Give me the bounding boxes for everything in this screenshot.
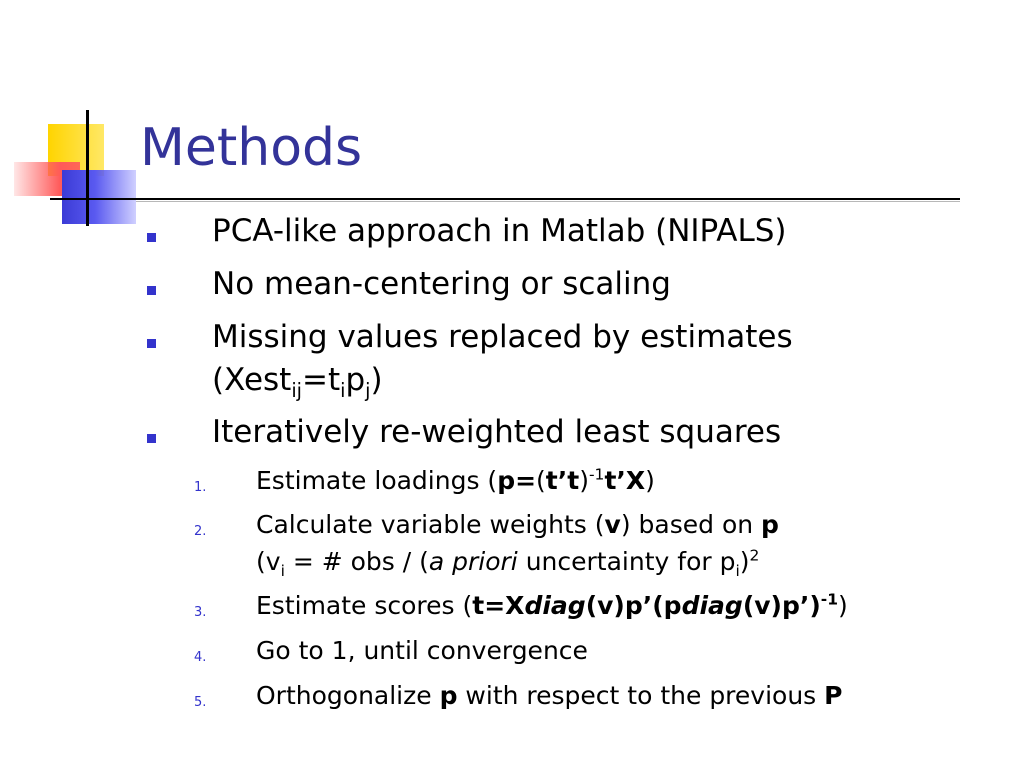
step-3: Estimate scores (t=Xdiag(v)p’(pdiag(v)p’)$^{-1}$): [256, 590, 848, 620]
title-rule-shadow: [136, 201, 960, 202]
step-number: 4.: [194, 650, 207, 665]
slide-title: Methods: [140, 118, 363, 178]
step-number: 1.: [194, 480, 207, 495]
step-1: Estimate loadings (p=(t’t)$^{-1}$t’X): [256, 465, 655, 495]
title-rule: [50, 198, 960, 200]
blue-square-decoration: [62, 170, 136, 224]
bullet-square-icon: [147, 339, 156, 348]
vertical-rule: [86, 110, 89, 226]
bullet-square-icon: [147, 434, 156, 443]
step-2-line-1: Calculate variable weights (v) based on p: [256, 510, 779, 539]
bullet-square-icon: [147, 233, 156, 242]
step-2-line-2: ($v_i$ = # obs / (a priori uncertainty for $p_i)^2$: [256, 546, 760, 580]
step-number: 5.: [194, 695, 207, 710]
bullet-1: PCA-like approach in Matlab (NIPALS): [212, 213, 787, 249]
bullet-square-icon: [147, 286, 156, 295]
step-5: Orthogonalize p with respect to the previous P: [256, 681, 843, 710]
bullet-4: Iteratively re-weighted least squares: [212, 414, 782, 450]
bullet-3-line-2: $(Xest_{ij}=t_ip_j)$: [212, 362, 383, 403]
step-number: 3.: [194, 605, 207, 620]
step-number: 2.: [194, 524, 207, 539]
bullet-3-line-1: Missing values replaced by estimates: [212, 319, 793, 355]
bullet-2: No mean-centering or scaling: [212, 266, 671, 302]
step-4: Go to 1, until convergence: [256, 636, 588, 665]
